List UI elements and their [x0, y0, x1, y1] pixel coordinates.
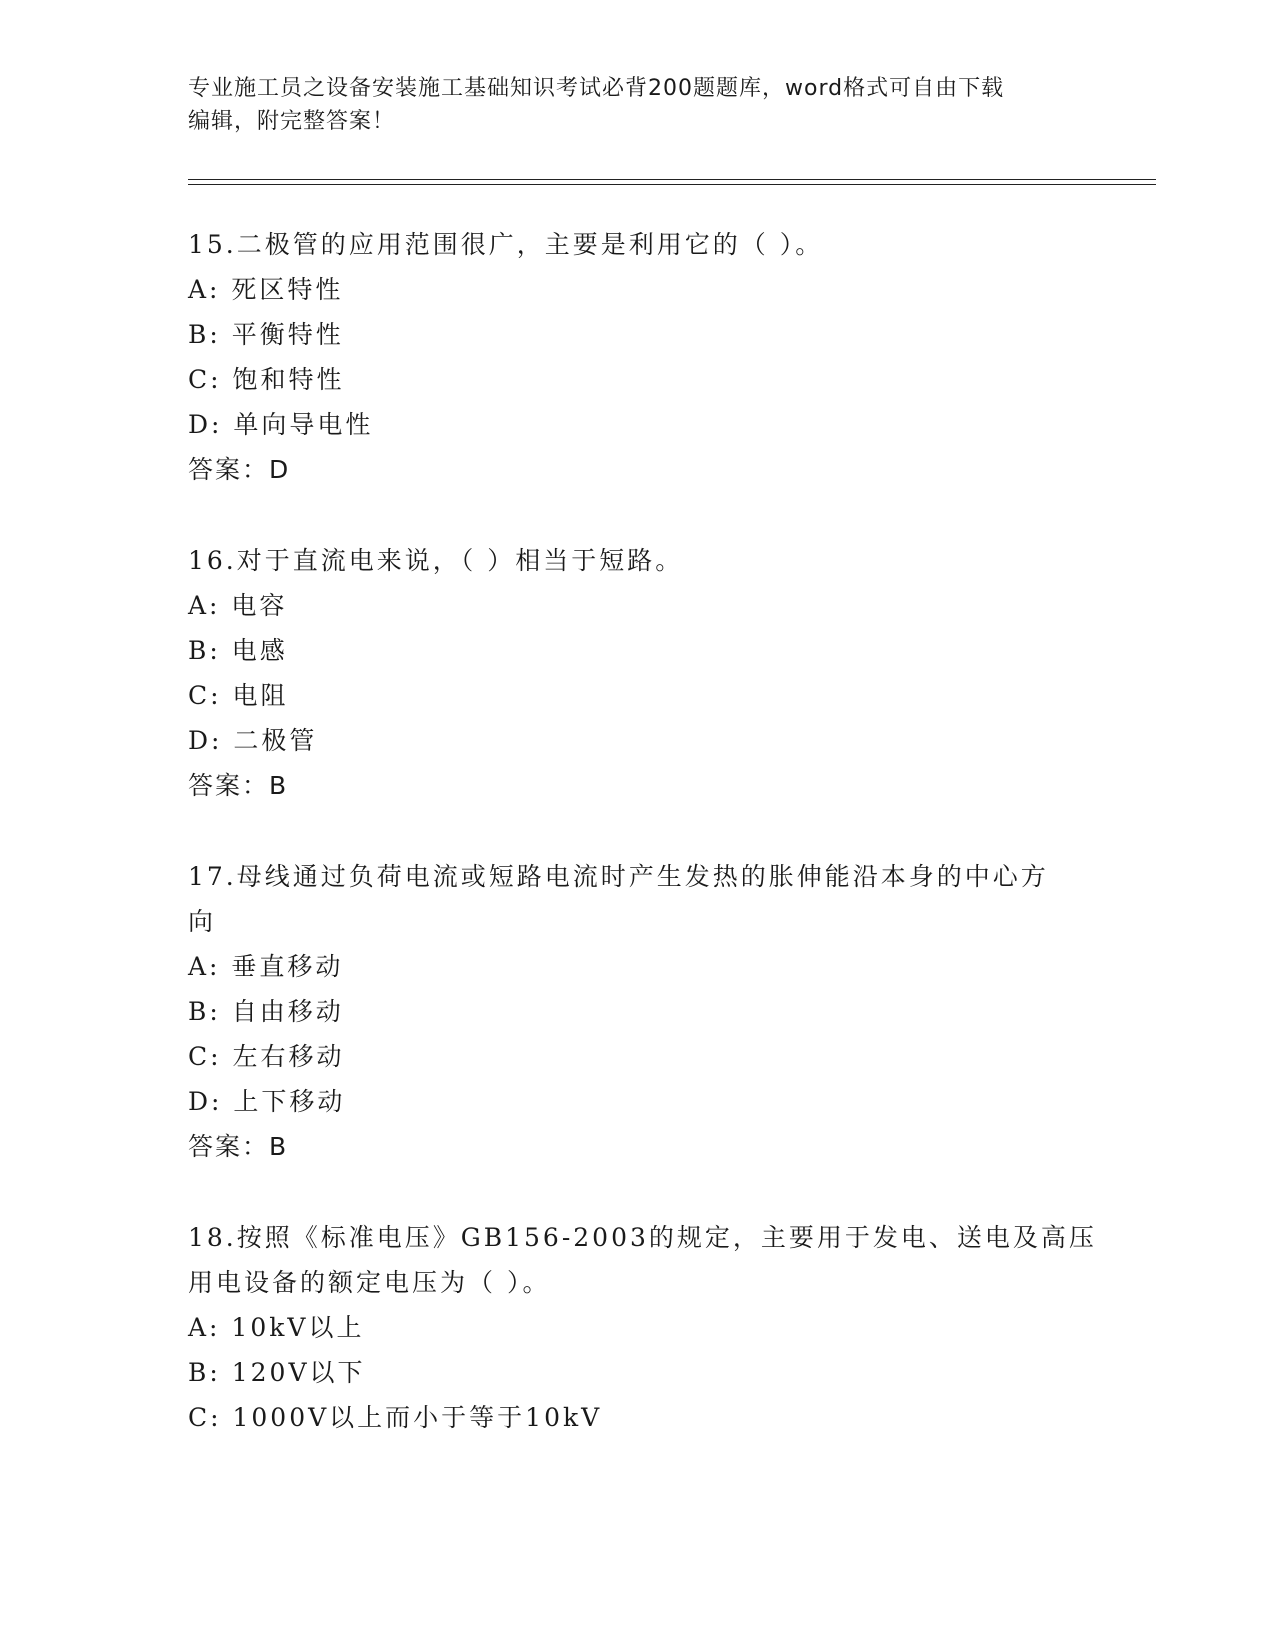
option-d: D: 上下移动: [188, 1087, 346, 1116]
document-header: [188, 72, 1068, 138]
header-divider-top: [188, 179, 1156, 180]
question-stem-line-1: 17.母线通过负荷电流或短路电流时产生发热的胀伸能沿本身的中心方: [188, 862, 1049, 891]
header-line-2: 编辑，附完整答案！: [188, 109, 396, 134]
option-d: D: 二极管: [188, 726, 318, 755]
question-15: [188, 222, 1078, 492]
question-stem: 16.对于直流电来说，（ ）相当于短路。: [188, 546, 684, 575]
option-b: B: 120V以下: [188, 1358, 366, 1387]
option-d: D: 单向导电性: [188, 410, 374, 439]
answer-label: 答案：B: [188, 1132, 289, 1161]
option-b: B: 自由移动: [188, 997, 344, 1026]
question-17: [188, 854, 1078, 1169]
option-c: C: 饱和特性: [188, 365, 345, 394]
question-stem: 15.二极管的应用范围很广，主要是利用它的（ ）。: [188, 230, 824, 259]
question-18: [188, 1215, 1097, 1440]
option-b: B: 平衡特性: [188, 320, 344, 349]
option-a: A: 垂直移动: [188, 952, 344, 981]
question-stem-line-2: 用电设备的额定电压为（ ）。: [188, 1268, 551, 1297]
answer-label: 答案：D: [188, 455, 291, 484]
option-a: A: 10kV以上: [188, 1313, 365, 1342]
header-line-1: 专业施工员之设备安装施工基础知识考试必背200题题库，word格式可自由下载: [188, 76, 1005, 101]
option-a: A: 死区特性: [188, 275, 344, 304]
question-16: [188, 538, 1078, 808]
question-stem-line-1: 18.按照《标准电压》GB156-2003的规定，主要用于发电、送电及高压: [188, 1223, 1097, 1252]
header-divider-bottom: [188, 184, 1156, 185]
option-b: B: 电感: [188, 636, 288, 665]
option-c: C: 左右移动: [188, 1042, 345, 1071]
option-c: C: 电阻: [188, 681, 289, 710]
option-a: A: 电容: [188, 591, 288, 620]
option-c: C: 1000V以上而小于等于10kV: [188, 1403, 603, 1432]
answer-label: 答案：B: [188, 771, 289, 800]
question-stem-line-2: 向: [188, 907, 217, 936]
